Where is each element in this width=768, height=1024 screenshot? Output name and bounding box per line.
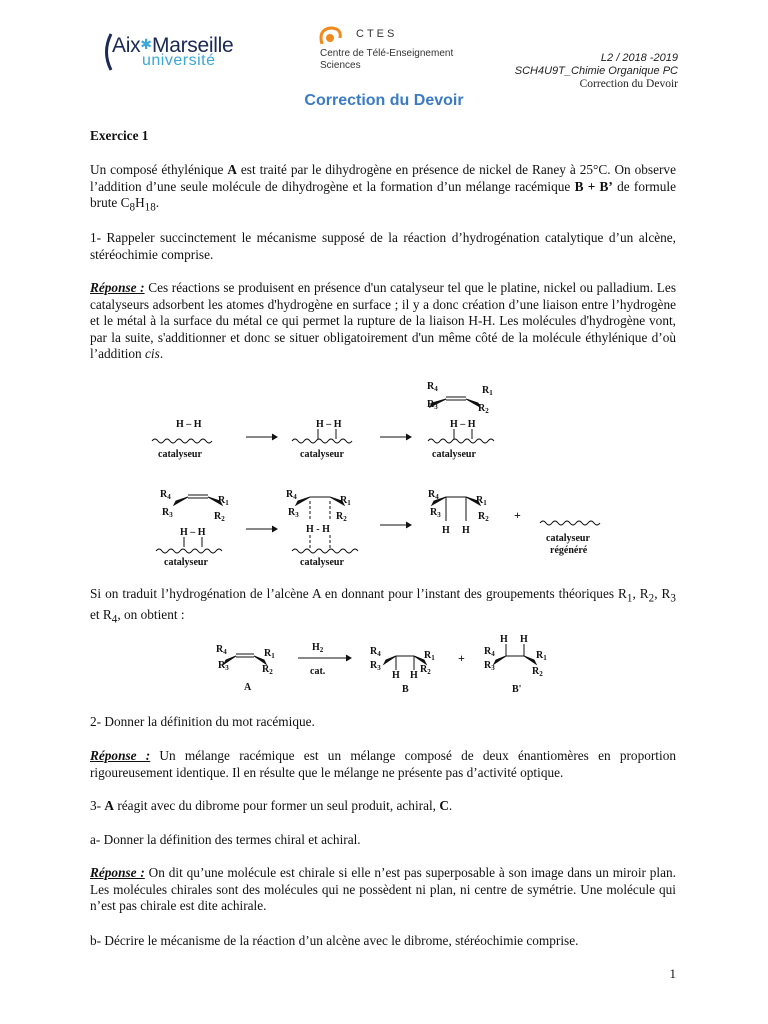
svg-text:H – H: H – H	[450, 419, 476, 430]
svg-text:R3: $R_3$	[162, 507, 173, 519]
exercise-intro: Un composé éthylénique A est traité par le dihydrogène en présence de nickel de Raney à 25°C. On observe l’addition d’une seule molécule de dihydrogène et la formation d’un mélange racémique B + B’ de formule brute $C_8H_{18}$.	[90, 162, 676, 214]
svg-text:R2: $R_2$	[478, 511, 489, 523]
svg-text:H: H	[392, 670, 400, 681]
hydrogenation-scheme	[200, 632, 580, 696]
exercise-heading: Exercice 1	[90, 128, 149, 143]
svg-text:catalyseur: catalyseur	[164, 557, 208, 568]
svg-text:H: H	[442, 525, 450, 536]
svg-text:R1: $R_1$	[482, 385, 493, 397]
svg-text:R1: $R_1$	[424, 650, 435, 662]
svg-text:R4: $R_4$	[484, 646, 495, 658]
answer-2: Réponse : Un mélange racémique est un mélange composé de deux énantiomères en proportion rigoureusement identique. Il en résulte que le mélange ne présente pas d’activité optique.	[90, 748, 676, 780]
svg-text:H – H: H – H	[316, 419, 342, 430]
answer-3a: Réponse : On dit qu’une molécule est chirale si elle n’est pas superposable à son image dans un miroir plan. Les molécules chirales sont des molécules qui ne possèdent ni plan, ni centre de symétrie. Une molécule qui n’est pas chirale est dite achirale.	[90, 865, 677, 914]
svg-text:R1: $R_1$	[264, 648, 275, 660]
svg-text:R3: $R_3$	[218, 660, 229, 672]
svg-text:catalyseur: catalyseur	[300, 449, 344, 460]
svg-text:+: +	[514, 508, 521, 522]
aix-marseille-logo: Aix✱Marseille université	[100, 32, 230, 72]
page-title: Correction du Devoir	[304, 92, 464, 109]
svg-text:R3: $R_3$	[427, 399, 438, 411]
question-1: 1- Rappeler succinctement le mécanisme supposé de la réaction d’hydrogénation catalytique d’un alcène, stéréochimie comprise.	[90, 230, 676, 262]
svg-text:R3: $R_3$	[430, 507, 441, 519]
svg-text:H2: $H_2$	[312, 642, 324, 654]
hydrogenation-mechanism-diagram	[140, 375, 620, 575]
question-3: 3- A réagit avec du dibrome pour former un seul produit, achiral, C.	[90, 798, 453, 813]
hh-label: H – H	[176, 419, 202, 430]
svg-text:H: H	[520, 634, 528, 645]
svg-text:R2: $R_2$	[336, 511, 347, 523]
svg-text:régénéré: régénéré	[550, 545, 588, 556]
ctes-swirl-icon	[316, 24, 346, 50]
question-2: 2- Donner la définition du mot racémique.	[90, 714, 315, 729]
svg-text:H: H	[500, 634, 508, 645]
svg-text:R2: $R_2$	[262, 664, 273, 676]
svg-text:catalyseur: catalyseur	[300, 557, 344, 568]
svg-text:R3: $R_3$	[484, 660, 495, 672]
ctes-logo: CTES Centre de Télé-Enseignement Sciences	[316, 24, 516, 76]
svg-text:R4: $R_4$	[427, 381, 438, 393]
svg-text:R1: $R_1$	[340, 495, 351, 507]
svg-text:R4: $R_4$	[370, 646, 381, 658]
question-3b: b- Décrire le mécanisme de la réaction d’un alcène avec le dibrome, stéréochimie comprise.	[90, 933, 579, 948]
svg-text:R2: $R_2$	[478, 403, 489, 415]
svg-text:H – H: H – H	[180, 527, 206, 538]
svg-text:B: B	[402, 684, 409, 695]
svg-text:R2: $R_2$	[214, 511, 225, 523]
svg-text:B': B'	[512, 684, 522, 695]
svg-text:R4: $R_4$	[286, 489, 297, 501]
star-icon: ✱	[140, 38, 153, 53]
answer-1: Réponse : Ces réactions se produisent en présence d'un catalyseur tel que le platine, nickel ou palladium. Les catalyseurs adsorbent les atomes d'hydrogène en surface ; il y a donc création d’une liaison entre l’hydrogène et le métal à la surface du métal ce qui permet la rupture de la liaison H-H. Les molécules d'hydrogène vont, par la suite, s'additionner et donc se situer obligatoirement d'un même côté de la molécule éthylénique d’où l’addition cis.	[90, 280, 676, 362]
question-3a: a- Donner la définition des termes chiral et achiral.	[90, 832, 361, 847]
svg-text:R2: $R_2$	[532, 666, 543, 678]
svg-text:R1: $R_1$	[476, 495, 487, 507]
svg-text:R3: $R_3$	[370, 660, 381, 672]
svg-text:R1: $R_1$	[536, 650, 547, 662]
catalyst-label: catalyseur	[158, 449, 202, 460]
svg-text:H: H	[410, 670, 418, 681]
svg-text:H: H	[462, 525, 470, 536]
page-number: 1	[669, 966, 676, 981]
translate-paragraph: Si on traduit l’hydrogénation de l’alcène A en donnant pour l’instant des groupements théoriques $R_1$, $R_2$, $R_3$ et $R_4$, on obtient :	[90, 586, 676, 626]
svg-text:R4: $R_4$	[216, 644, 227, 656]
svg-text:H - H: H - H	[306, 524, 330, 535]
svg-text:R1: $R_1$	[218, 495, 229, 507]
svg-text:R4: $R_4$	[428, 489, 439, 501]
svg-text:catalyseur: catalyseur	[432, 449, 476, 460]
svg-text:R3: $R_3$	[288, 507, 299, 519]
svg-text:catalyseur: catalyseur	[546, 533, 590, 544]
svg-text:R4: $R_4$	[160, 489, 171, 501]
header-course-info: L2 / 2018 -2019 SCH4U9T_Chimie Organique PC Correction du Devoir	[514, 52, 678, 90]
svg-text:+: +	[458, 651, 465, 665]
svg-text:A: A	[244, 682, 252, 693]
svg-text:cat.: cat.	[310, 666, 326, 677]
svg-text:R2: $R_2$	[420, 664, 431, 676]
